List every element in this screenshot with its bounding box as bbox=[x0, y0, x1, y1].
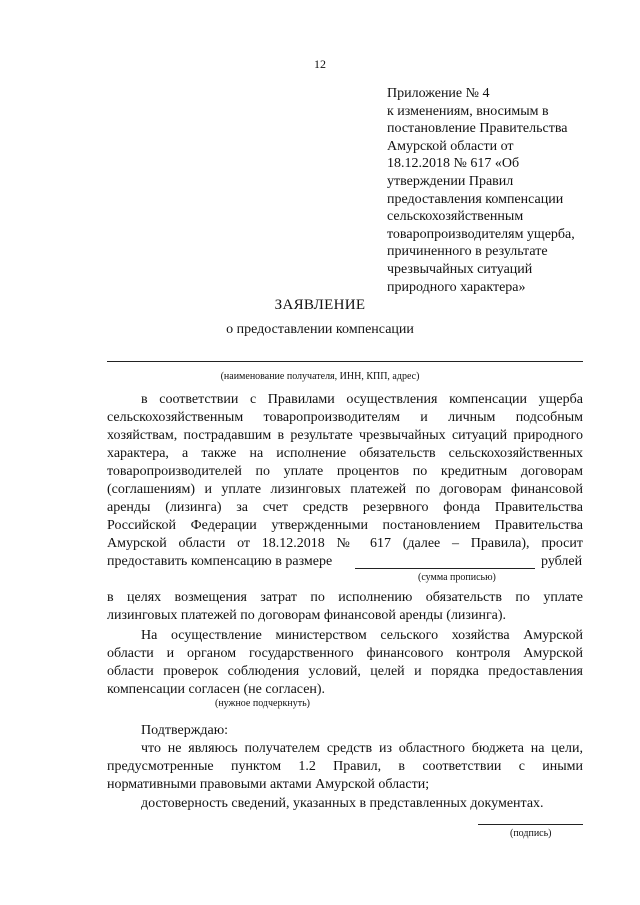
paragraph1-line: хозяйствам, пострадавшим в результате чрезвычайных ситуаций природного bbox=[107, 428, 583, 443]
paragraph1-line: Российской Федерации утвержденными постановлением Правительства bbox=[107, 518, 583, 533]
appendix-line: сельскохозяйственным bbox=[387, 209, 524, 225]
confirm-item2: достоверность сведений, указанных в представленных документах. bbox=[141, 796, 544, 811]
appendix-line: товаропроизводителям ущерба, bbox=[387, 226, 575, 242]
appendix-line: Амурской области от bbox=[387, 138, 514, 154]
paragraph2-line: области проверок соблюдения условий, целей и порядка предоставления bbox=[107, 664, 583, 679]
paragraph1-after-line: лизинговых платежей по договорам финансовой аренды (лизинга). bbox=[107, 608, 507, 623]
appendix-line: Приложение № 4 bbox=[387, 86, 490, 101]
paragraph2-caption: (нужное подчеркнуть) bbox=[215, 698, 310, 709]
appendix-block bbox=[387, 85, 607, 296]
paragraph1-line: товаропроизводителей по уплате процентов по кредитным договорам bbox=[107, 464, 583, 479]
confirm-item1-line: нормативными правовыми актами Амурской области; bbox=[107, 777, 430, 792]
document-subtitle: о предоставлении компенсации bbox=[226, 322, 414, 337]
amount-line-suffix: рублей bbox=[541, 554, 583, 569]
appendix-line: причиненного в результате bbox=[387, 244, 548, 260]
confirm-item1-line: предусмотренные пунктом 1.2 Правил, в соответствии с иными bbox=[107, 759, 583, 774]
paragraph1-line: (соглашениям) и уплате лизинговых платежей по договорам финансовой bbox=[107, 482, 583, 497]
recipient-caption: (наименование получателя, ИНН, КПП, адрес) bbox=[220, 371, 420, 382]
paragraph1-line: характера, а также на исполнение обязательств сельскохозяйственных bbox=[107, 446, 583, 461]
appendix-line: к изменениям, вносимым в bbox=[387, 103, 549, 119]
paragraph1-line: аренды (лизинга) за счет средств резервного фонда Правительства bbox=[107, 500, 583, 515]
paragraph1-line: Амурской области от 18.12.2018 № 617 (далее – Правила), просит bbox=[107, 536, 583, 551]
signature-field-line[interactable] bbox=[478, 824, 583, 825]
confirm-heading: Подтверждаю: bbox=[141, 723, 229, 738]
paragraph1-line: сельскохозяйственным товаропроизводителям и личным подсобным bbox=[107, 410, 583, 425]
amount-caption: (сумма прописью) bbox=[418, 572, 496, 583]
amount-field-line[interactable] bbox=[355, 568, 535, 569]
amount-line-prefix: предоставить компенсацию в размере bbox=[107, 554, 333, 569]
appendix-line: природного характера» bbox=[387, 279, 526, 295]
appendix-line: утверждении Правил bbox=[387, 173, 514, 189]
recipient-field-line[interactable] bbox=[107, 361, 583, 362]
appendix-line: постановление Правительства bbox=[387, 121, 568, 137]
appendix-line: 18.12.2018 № 617 «Об bbox=[387, 156, 520, 172]
page-number: 12 bbox=[314, 57, 326, 71]
paragraph1-line: в соответствии с Правилами осуществления компенсации ущерба bbox=[141, 392, 583, 407]
confirm-item1-line: что не являюсь получателем средств из областного бюджета на цели, bbox=[141, 741, 583, 756]
paragraph2-line: На осуществление министерством сельского хозяйства Амурской bbox=[141, 628, 583, 643]
appendix-line: чрезвычайных ситуаций bbox=[387, 261, 533, 277]
paragraph2-line: компенсации согласен (не согласен). bbox=[107, 682, 326, 697]
signature-caption: (подпись) bbox=[510, 828, 552, 839]
appendix-line: предоставления компенсации bbox=[387, 191, 564, 207]
paragraph1-after-line: в целях возмещения затрат по исполнению обязательств по уплате bbox=[107, 590, 583, 605]
document-title: ЗАЯВЛЕНИЕ bbox=[274, 297, 366, 313]
paragraph2-line: области и органом государственного финансового контроля Амурской bbox=[107, 646, 583, 661]
